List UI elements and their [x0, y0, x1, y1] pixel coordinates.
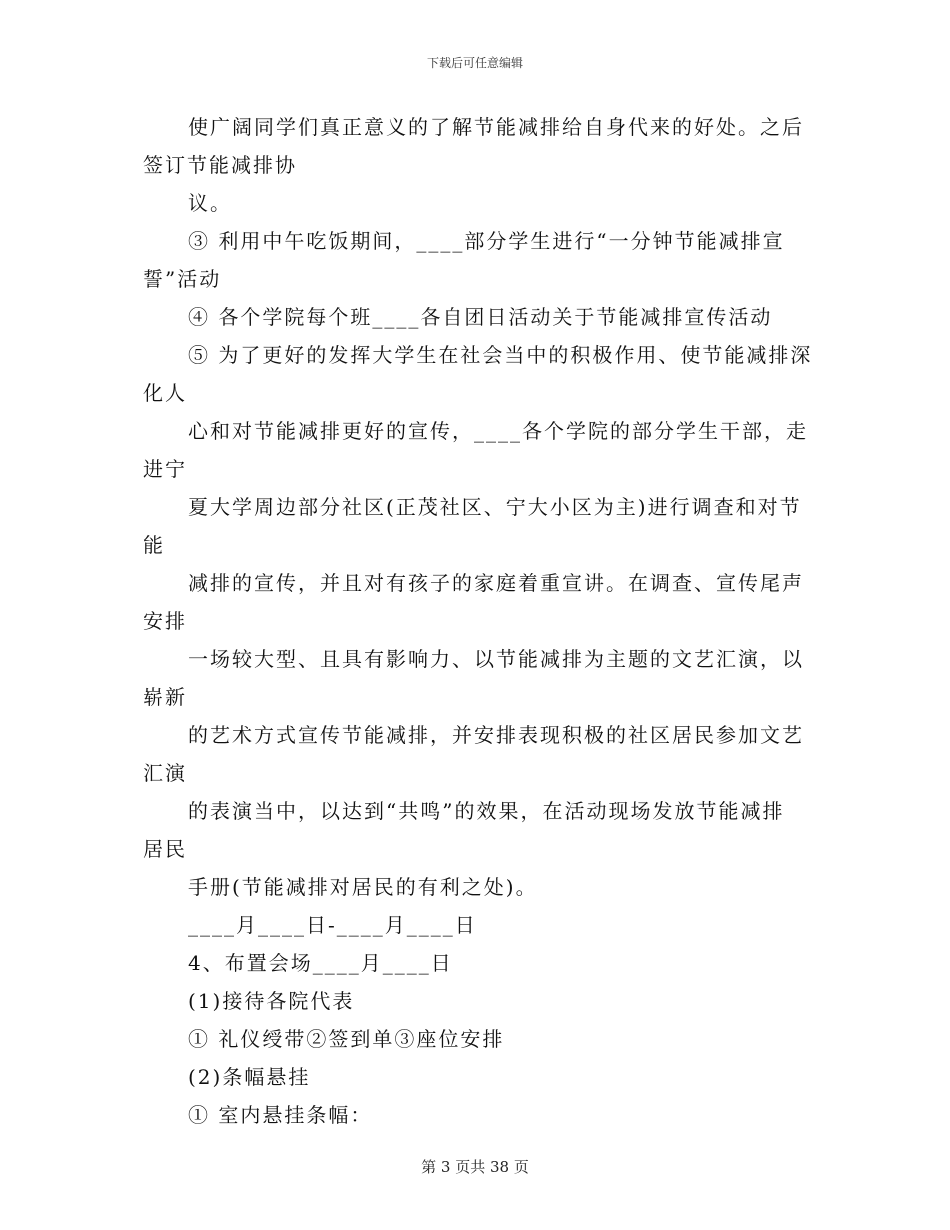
text-line: 的艺术方式宣传节能减排，并安排表现积极的社区居民参加文艺: [188, 723, 804, 747]
text-line: 心和对节能减排更好的宣传，____各个学院的部分学生干部，走: [188, 419, 808, 443]
text-line: 减排的宣传，并且对有孩子的家庭着重宣讲。在调查、宣传尾声: [188, 571, 804, 595]
text-line: 进宁: [143, 457, 187, 481]
section-heading: 4、布置会场____月____日: [188, 951, 453, 975]
subsection-heading: (1)接待各院代表: [188, 989, 355, 1013]
text-line: 使广阔同学们真正意义的了解节能减排给自身代来的好处。之后: [188, 115, 804, 139]
text-line: 誓”活动: [143, 267, 222, 291]
text-line: ③ 利用中午吃饭期间，____部分学生进行“一分钟节能减排宣: [188, 229, 785, 253]
page-footer: 第 3 页共 38 页: [421, 1158, 529, 1176]
text-line: 居民: [143, 837, 187, 861]
text-line: 一场较大型、且具有影响力、以节能减排为主题的文艺汇演，以: [188, 647, 804, 671]
list-item: ① 礼仪绶带②签到单③座位安排: [188, 1027, 505, 1051]
text-line: ④ 各个学院每个班____各自团日活动关于节能减排宣传活动: [188, 305, 773, 329]
text-line: 的表演当中，以达到“共鸣”的效果，在活动现场发放节能减排: [188, 799, 785, 823]
list-item: ① 室内悬挂条幅：: [188, 1103, 373, 1127]
text-line: ⑤ 为了更好的发挥大学生在社会当中的积极作用、使节能减排深: [188, 343, 813, 367]
text-line: 汇演: [143, 761, 187, 785]
text-line: 议。: [188, 191, 232, 215]
subsection-heading: (2)条幅悬挂: [188, 1065, 311, 1089]
text-line: 签订节能减排协: [143, 153, 297, 177]
text-line: 手册(节能减排对居民的有利之处)。: [188, 875, 538, 899]
document-body: [143, 108, 813, 1134]
date-range-line: ____月____日-____月____日: [188, 913, 477, 937]
text-line: 化人: [143, 381, 187, 405]
text-line: 能: [143, 533, 165, 557]
page-header: 下载后可任意编辑: [426, 56, 523, 70]
text-line: 安排: [143, 609, 187, 633]
text-line: 夏大学周边部分社区(正茂社区、宁大小区为主)进行调查和对节: [188, 495, 802, 519]
text-line: 崭新: [143, 685, 187, 709]
